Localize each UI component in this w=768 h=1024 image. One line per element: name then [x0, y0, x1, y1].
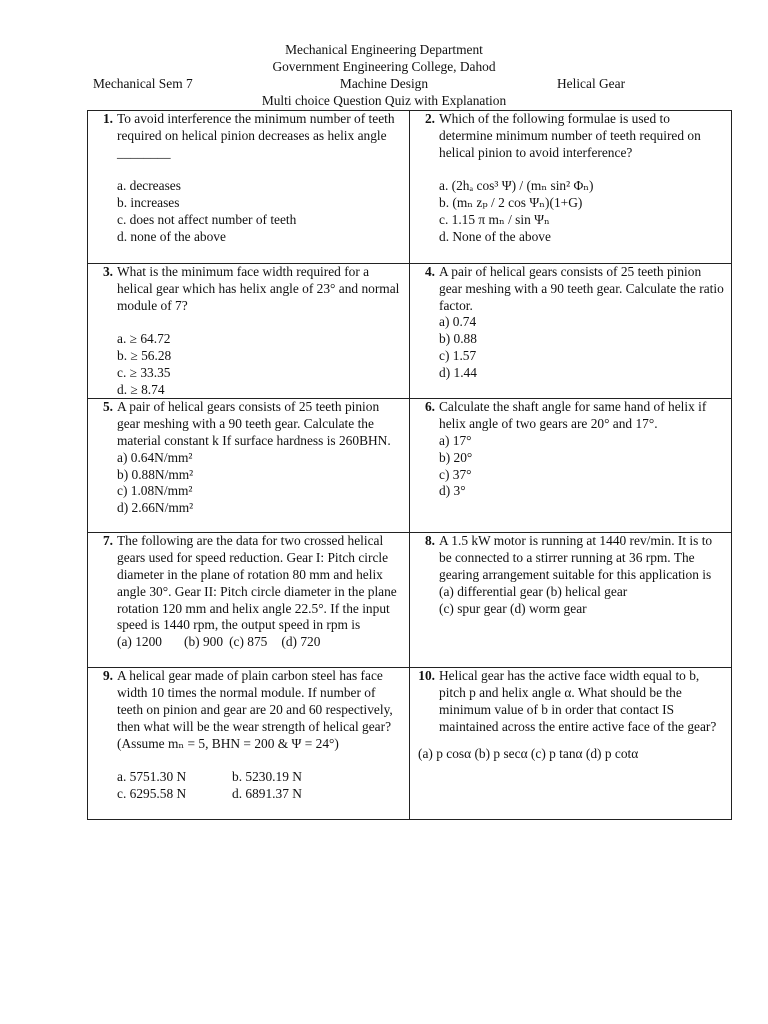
- options-list: [117, 450, 403, 517]
- quiz-title: Multi choice Question Quiz with Explanation: [261, 93, 507, 108]
- document-header: [0, 42, 768, 110]
- options-list: [117, 634, 403, 651]
- option-c: (c) 875: [229, 634, 268, 650]
- table-row: [88, 668, 732, 820]
- options-list: [117, 769, 403, 803]
- question-text: A pair of helical gears consists of 25 teeth pinion gear meshing with a 90 teeth gear. Calculate the ratio factor.: [439, 264, 724, 313]
- question-text: A helical gear made of plain carbon steel has face width 10 times the normal module. If number of teeth on pinion and gear are 20 and 60 respectively, then what will be the wear strength of helical gear? (Assume mₙ = 5, BHN = 200 & Ψ = 24°): [117, 668, 393, 751]
- question-text: Which of the following formulae is used to determine minimum number of teeth required on helical pinion to avoid interference?: [439, 111, 701, 160]
- option-a: a) 0.74: [439, 314, 477, 330]
- options-list: [439, 314, 725, 381]
- question-number: 10.: [418, 668, 435, 684]
- question-text: A pair of helical gears consists of 25 teeth pinion gear meshing with a 90 teeth gear. Calculate the material constant k If surface hardness is 260BHN.: [117, 399, 391, 448]
- option-a: a. (2hₐ cos³ Ψ) / (mₙ sin² Φₙ): [439, 178, 594, 194]
- option-c: c. does not affect number of teeth: [117, 211, 297, 227]
- question-cell-1: [88, 111, 410, 264]
- option-b: b. (mₙ zₚ / 2 cos Ψₙ)(1+G): [439, 194, 583, 210]
- option-d: d) 3°: [439, 483, 466, 499]
- option-a: a. decreases: [117, 178, 181, 194]
- question-cell-10: [410, 668, 732, 820]
- options-list: [439, 178, 725, 245]
- option-b: b) 0.88: [439, 331, 477, 347]
- option-ab: (a) differential gear (b) helical gear: [439, 583, 628, 599]
- question-cell-9: [88, 668, 410, 820]
- option-all: (a) p cosα (b) p secα (c) p tanα (d) p cotα: [418, 745, 639, 761]
- question-number: 7.: [102, 533, 113, 549]
- question-number: 3.: [102, 264, 113, 279]
- question-number: 8.: [424, 533, 435, 549]
- option-c: c. ≥ 33.35: [117, 364, 171, 380]
- question-number: 4.: [424, 264, 435, 279]
- option-d: (d) 720: [281, 634, 321, 650]
- question-cell-5: [88, 399, 410, 533]
- option-c: c) 1.57: [439, 347, 477, 363]
- option-a: a. 5751.30 N: [117, 769, 187, 785]
- option-d: d. ≥ 8.74: [117, 381, 165, 397]
- option-b: b) 0.88N/mm²: [117, 466, 194, 482]
- option-c: c) 1.08N/mm²: [117, 483, 193, 499]
- option-d: d. 6891.37 N: [232, 785, 302, 801]
- option-a: a) 17°: [439, 432, 472, 448]
- question-cell-7: [88, 533, 410, 668]
- option-b: b. 5230.19 N: [232, 769, 302, 785]
- option-d: d. None of the above: [439, 228, 551, 244]
- options-list: [439, 584, 725, 618]
- header-line-2: [0, 59, 768, 76]
- semester-label: Mechanical Sem 7: [93, 76, 193, 91]
- question-number: 6.: [424, 399, 435, 415]
- question-text: A 1.5 kW motor is running at 1440 rev/min. It is to be connected to a stirrer running at 36 rpm. The gearing arrangement suitable for this application is: [439, 533, 713, 582]
- header-line-3: [0, 76, 768, 93]
- option-b: b. ≥ 56.28: [117, 347, 172, 363]
- option-a: (a) 1200: [117, 634, 162, 650]
- question-table: [87, 110, 732, 820]
- question-text: Calculate the shaft angle for same hand of helix if helix angle of two gears are 20° and 17°.: [439, 399, 707, 432]
- table-row: [88, 399, 732, 533]
- subject-label: Machine Design: [339, 76, 429, 91]
- question-text: The following are the data for two crossed helical gears used for speed reduction. Gear I: Pitch circle diameter in the plane of rotation 80 mm and helix angle 30°. Gear II: Pitch circle diameter in the plane rotation 120 mm and helix angle 22.5°. If the input speed is 1440 rpm, the output speed in rpm is: [117, 533, 397, 633]
- college-name: Government Engineering College, Dahod: [272, 59, 496, 74]
- option-cd: (c) spur gear (d) worm gear: [439, 600, 587, 616]
- option-b: b. increases: [117, 194, 180, 210]
- department-name: Mechanical Engineering Department: [285, 42, 483, 57]
- option-d: d. none of the above: [117, 228, 226, 244]
- option-c: c. 1.15 π mₙ / sin Ψₙ: [439, 211, 550, 227]
- option-a: a) 0.64N/mm²: [117, 449, 193, 465]
- question-number: 2.: [424, 111, 435, 126]
- question-cell-2: [410, 111, 732, 264]
- option-b: (b) 900: [184, 634, 224, 650]
- option-c: c. 6295.58 N: [117, 785, 187, 801]
- option-a: a. ≥ 64.72: [117, 331, 171, 347]
- header-line-4: [0, 93, 768, 110]
- question-number: 1.: [102, 111, 113, 126]
- question-number: 5.: [102, 399, 113, 415]
- option-d: d) 1.44: [439, 364, 477, 380]
- options-list: [410, 746, 725, 763]
- question-number: 9.: [102, 668, 113, 684]
- table-row: [88, 264, 732, 399]
- question-cell-3: [88, 264, 410, 399]
- topic-label: Helical Gear: [557, 76, 626, 91]
- option-b: b) 20°: [439, 449, 473, 465]
- question-text: Helical gear has the active face width equal to b, pitch p and helix angle α. What should be the minimum value of b in order that contact IS maintained across the entire active face of the gear?: [439, 668, 717, 734]
- option-d: d) 2.66N/mm²: [117, 500, 194, 516]
- options-list: [117, 178, 403, 245]
- question-text: What is the minimum face width required for a helical gear which has helix angle of 23° and normal module of 7?: [117, 264, 400, 313]
- question-cell-6: [410, 399, 732, 533]
- question-text: To avoid interference the minimum number of teeth required on helical pinion decreases as helix angle ________: [117, 111, 395, 160]
- table-row: [88, 111, 732, 264]
- question-cell-4: [410, 264, 732, 399]
- option-c: c) 37°: [439, 466, 472, 482]
- question-cell-8: [410, 533, 732, 668]
- options-list: [439, 433, 725, 500]
- options-list: [117, 331, 403, 398]
- header-line-1: [0, 42, 768, 59]
- table-row: [88, 533, 732, 668]
